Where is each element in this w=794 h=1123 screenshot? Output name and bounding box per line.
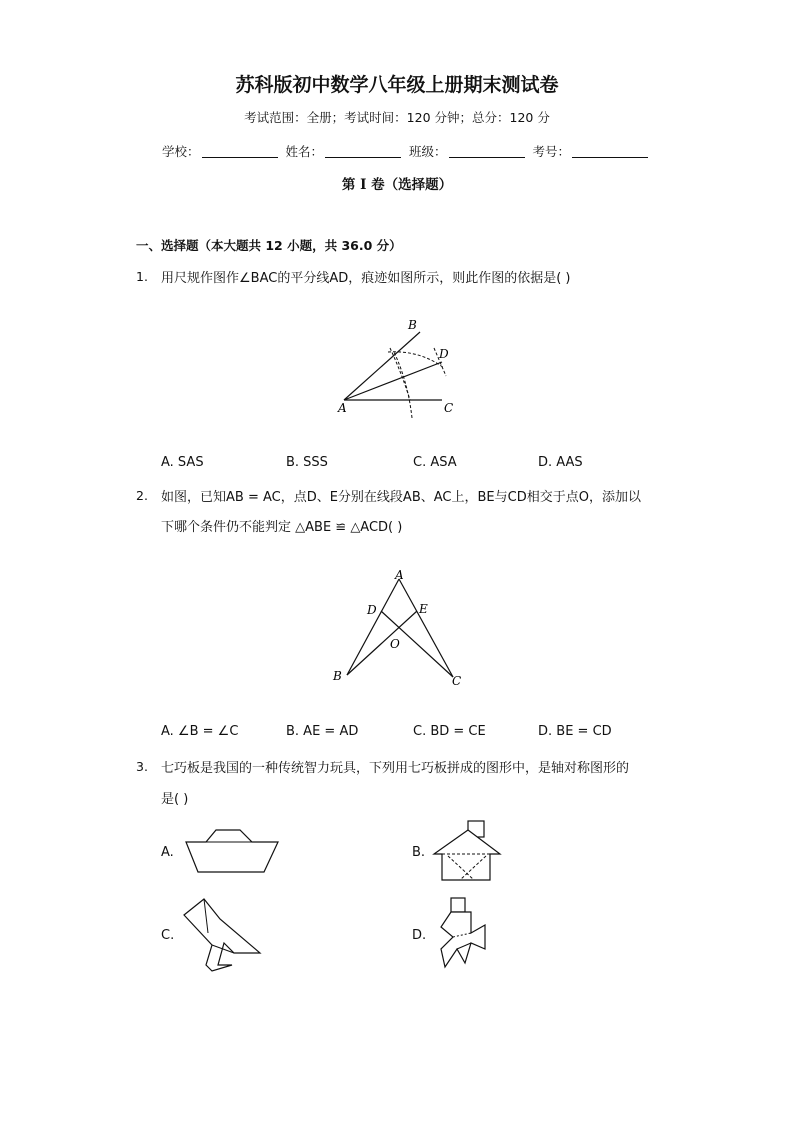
q1-option-d[interactable]: D. AAS [538, 455, 583, 470]
q3-figure-d[interactable] [437, 893, 493, 977]
q3-number: 3. [136, 759, 148, 774]
q2-text-line1: 如图，已知AB = AC，点D、E分别在线段AB、AC上，BE与CD相交于点O，添加以 [161, 490, 641, 505]
q1-option-c[interactable]: C. ASA [413, 455, 457, 470]
arc-2 [394, 352, 412, 418]
q2-number: 2. [136, 488, 148, 503]
q3-figure-b[interactable] [430, 818, 508, 884]
q3-text-line2: 是( ) [161, 792, 189, 807]
q3-option-b[interactable]: B. [412, 845, 426, 860]
number-label: 考号： [532, 144, 571, 159]
q2-option-d[interactable]: D. BE = CD [538, 724, 612, 739]
q2-option-a[interactable]: A. ∠B = ∠C [161, 724, 239, 739]
page-title: 苏科版初中数学八年级上册期末测试卷 [235, 74, 559, 96]
label-a: A [395, 568, 404, 582]
q3-figure-c[interactable] [180, 893, 266, 975]
segment-be [347, 611, 417, 675]
q1-option-a[interactable]: A. SAS [161, 455, 204, 470]
label-d: D [439, 347, 449, 361]
q3-option-d[interactable]: D. [412, 928, 427, 943]
school-blank[interactable] [202, 145, 278, 158]
arc-3 [388, 352, 444, 368]
q2-text-line2: 下哪个条件仍不能判定 △ABE ≌ △ACD( ) [161, 520, 403, 535]
q2-figure [325, 565, 475, 695]
class-blank[interactable] [449, 145, 525, 158]
label-b: B [408, 318, 417, 332]
label-b: B [333, 669, 342, 683]
name-blank[interactable] [325, 145, 401, 158]
name-label: 姓名： [285, 144, 324, 159]
side-ac [399, 579, 453, 677]
q3-figure-a[interactable] [182, 826, 282, 878]
class-label: 班级： [409, 144, 447, 159]
number-blank[interactable] [572, 145, 648, 158]
q2-option-c[interactable]: C. BD = CE [413, 724, 486, 739]
school-label: 学校： [162, 144, 200, 159]
label-e: E [419, 602, 428, 616]
section-heading: 一、选择题（本大题共 12 小题，共 36.0 分） [136, 238, 402, 253]
label-d: D [367, 603, 377, 617]
q3-option-c[interactable]: C. [161, 928, 175, 943]
label-c: C [452, 674, 462, 688]
q1-option-b[interactable]: B. SSS [286, 455, 328, 470]
ray-ad [344, 362, 442, 400]
ray-ab [344, 332, 420, 400]
info-blanks [162, 142, 652, 160]
q1-figure [330, 312, 470, 422]
q2-option-b[interactable]: B. AE = AD [286, 724, 359, 739]
q3-option-a[interactable]: A. [161, 845, 174, 860]
q1-text: 用尺规作图作∠BAC的平分线AD，痕迹如图所示，则此作图的依据是( ) [161, 271, 571, 286]
q1-number: 1. [136, 269, 148, 284]
side-ab [347, 579, 399, 675]
exam-meta: 考试范围：全册；考试时间：120 分钟；总分：120 分 [244, 110, 550, 125]
label-a: A [338, 401, 347, 415]
q3-text-line1: 七巧板是我国的一种传统智力玩具，下列用七巧板拼成的图形中，是轴对称图形的 [161, 761, 630, 776]
volume-heading: 第 I 卷（选择题） [341, 177, 453, 193]
label-o: O [390, 637, 400, 651]
label-c: C [444, 401, 454, 415]
